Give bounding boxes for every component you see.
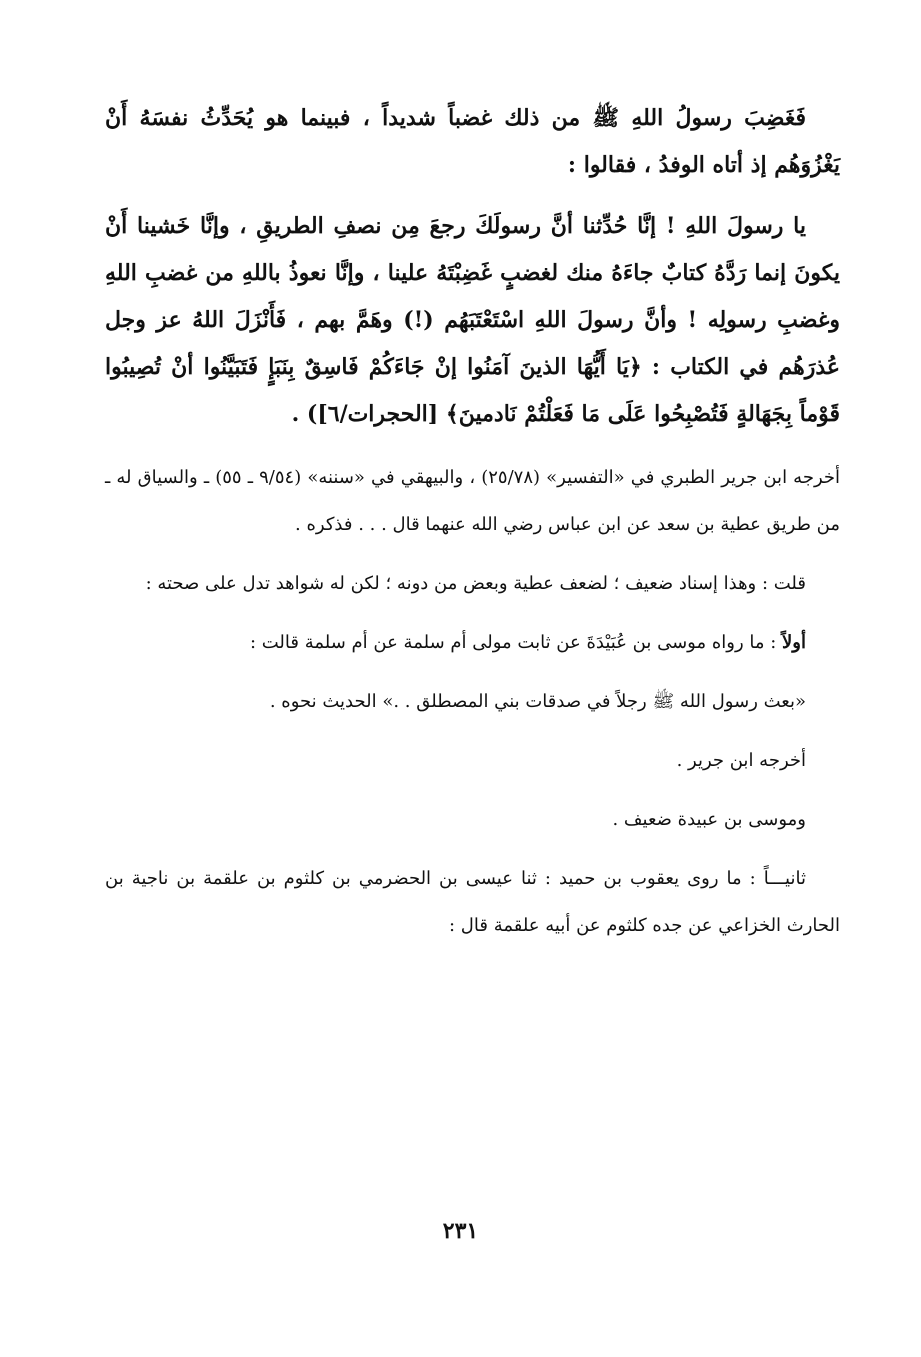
paragraph-first-witness-source: أخرجه ابن جرير . [676,750,806,771]
second-witness-label: ثانيـــاً [763,868,806,889]
paragraph-first-witness [105,619,840,666]
page-number: ٢٣١ [442,1218,479,1244]
paragraph-takhrij: أخرجه ابن جرير الطبري في «التفسير» (٢٥/٧٨) ، والبيهقي في «سننه» (٩/٥٤ ـ ٥٥) ـ والسياق له ـ من طريق عطية بن سعد عن ابن عباس رضي الله عنهما قال . . . فذكره . [105,467,841,535]
first-witness-label: أولاً [782,632,806,653]
page-body [105,95,840,949]
paragraph-second-witness [105,855,840,949]
paragraph-first-witness-grade: وموسى بن عبيدة ضعيف . [612,809,806,830]
first-witness-text: : ما رواه موسى بن عُبَيْدَةَ عن ثابت مولى أم سلمة عن أم سلمة قالت : [249,632,783,653]
second-witness-text: : ما روى يعقوب بن حميد : ثنا عيسى بن الحضرمي بن كلثوم بن علقمة بن ناجية بن الحارث الخزاعي عن جده كلثوم عن أبيه علقمة قال : [105,868,840,936]
paragraph-first-witness-quote: «بعث رسول الله ﷺ رجلاً في صدقات بني المصطلق . .» الحديث نحوه . [269,691,806,712]
paragraph-delegation-speech: يا رسولَ اللهِ ! إنَّا حُدِّثنا أنَّ رسولَكَ رجعَ مِن نصفِ الطريقِ ، وإنَّا خَشينا أَنْ يكونَ إنما رَدَّهُ كتابٌ جاءَهُ منك لغضبٍ غَضِبْتَهُ علينا ، وإنَّا نعوذُ باللهِ من غضبِ اللهِ وغضبِ رسولِه ! وأنَّ رسولَ اللهِ اسْتَعْتَبَهُم (!) وهَمَّ بهم ، فَأَنْزَلَ اللهُ عز وجل عُذرَهُم في الكتاب : ﴿يَا أَيُّهَا الذينَ آمَنُوا إنْ جَاءَكُمْ فَاسِقٌ بِنَبَإٍ فَتَبَيَّنُوا أنْ تُصِيبُوا قَوْماً بِجَهَالةٍ فَتُصْبِحُوا عَلَى مَا فَعَلْتُمْ نَادمينَ﴾ [الحجرات/٦]) . [105,213,840,427]
paragraph-hadith-anger: فَغَضِبَ رسولُ اللهِ ﷺ من ذلك غضباً شديداً ، فبينما هو يُحَدِّثُ نفسَهُ أَنْ يَغْزُوَهُم إذ أتاه الوفدُ ، فقالوا : [105,105,840,178]
paragraph-isnad-judgement: قلت : وهذا إسناد ضعيف ؛ لضعف عطية وبعض من دونه ؛ لكن له شواهد تدل على صحته : [145,573,806,594]
